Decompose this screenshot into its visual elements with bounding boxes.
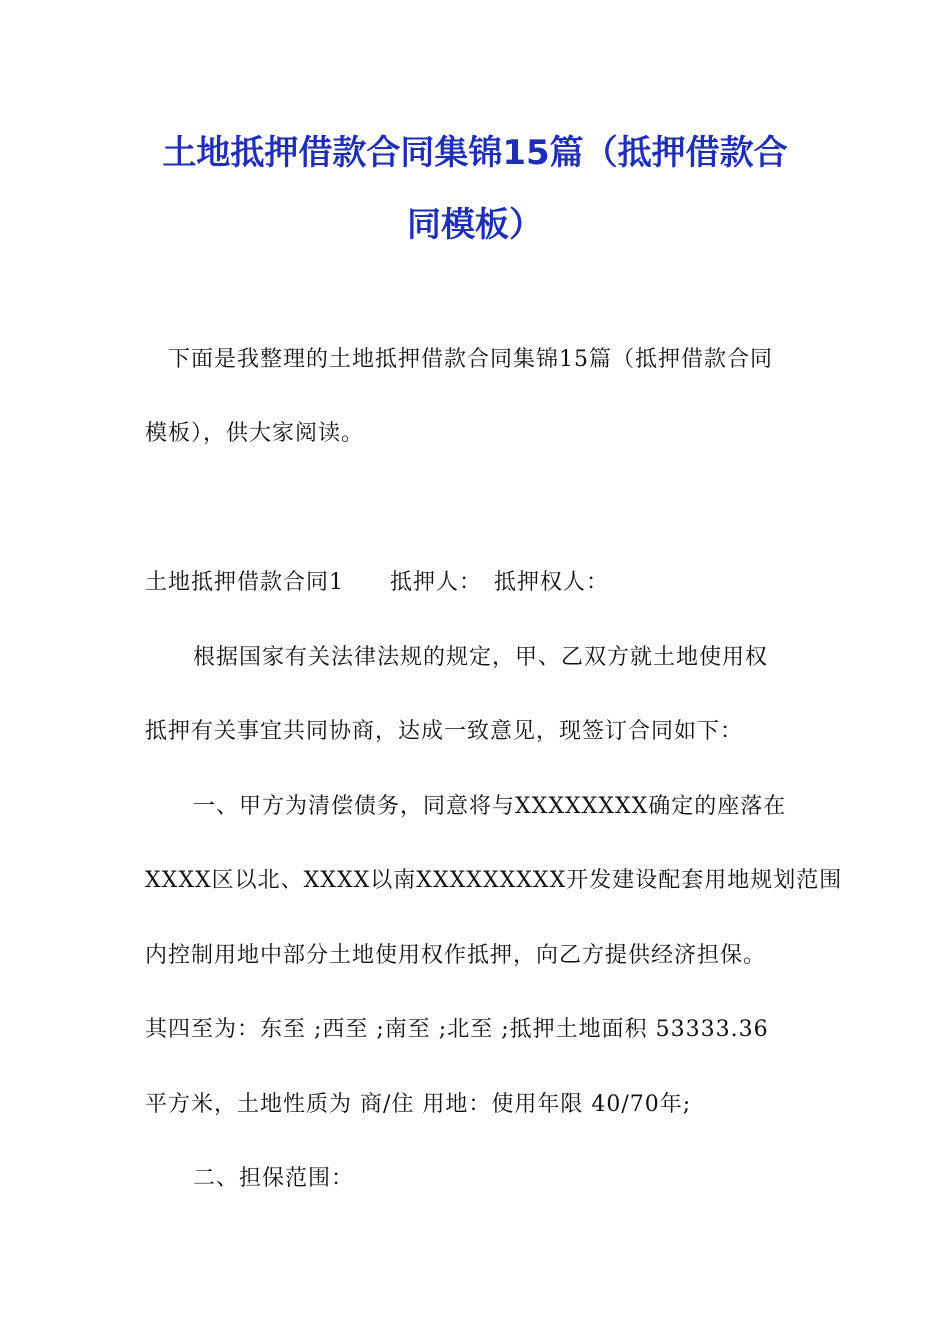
document-title-line-2: 同模板） [407,205,543,245]
intro-line-1: 下面是我整理的土地抵押借款合同集锦15篇（抵押借款合同 [168,347,773,372]
section-heading: 土地抵押借款合同1 抵押人： 抵押权人： [145,570,609,595]
document-title-line-1: 土地抵押借款合同集锦15篇（抵押借款合 [162,133,788,173]
paragraph-2-line-2: XXXX区以北、XXXX以南XXXXXXXXX开发建设配套用地规划范围 [145,868,843,893]
paragraph-3-line-1: 二、担保范围： [193,1166,355,1191]
paragraph-2-line-1: 一、甲方为清偿债务，同意将与XXXXXXXX确定的座落在 [193,794,787,819]
paragraph-2-line-4: 其四至为：东至 ;西至 ;南至 ;北至 ;抵押土地面积 53333.36 [145,1017,769,1042]
paragraph-1-line-1: 根据国家有关法律法规的规定，甲、乙双方就土地使用权 [193,645,769,670]
paragraph-2-line-3: 内控制用地中部分土地使用权作抵押，向乙方提供经济担保。 [145,943,767,968]
intro-line-2: 模板），供大家阅读。 [145,421,365,446]
paragraph-2-line-5: 平方米，土地性质为 商/住 用地：使用年限 40/70年; [145,1092,692,1117]
paragraph-1-line-2: 抵押有关事宜共同协商，达成一致意见，现签订合同如下： [145,719,744,744]
